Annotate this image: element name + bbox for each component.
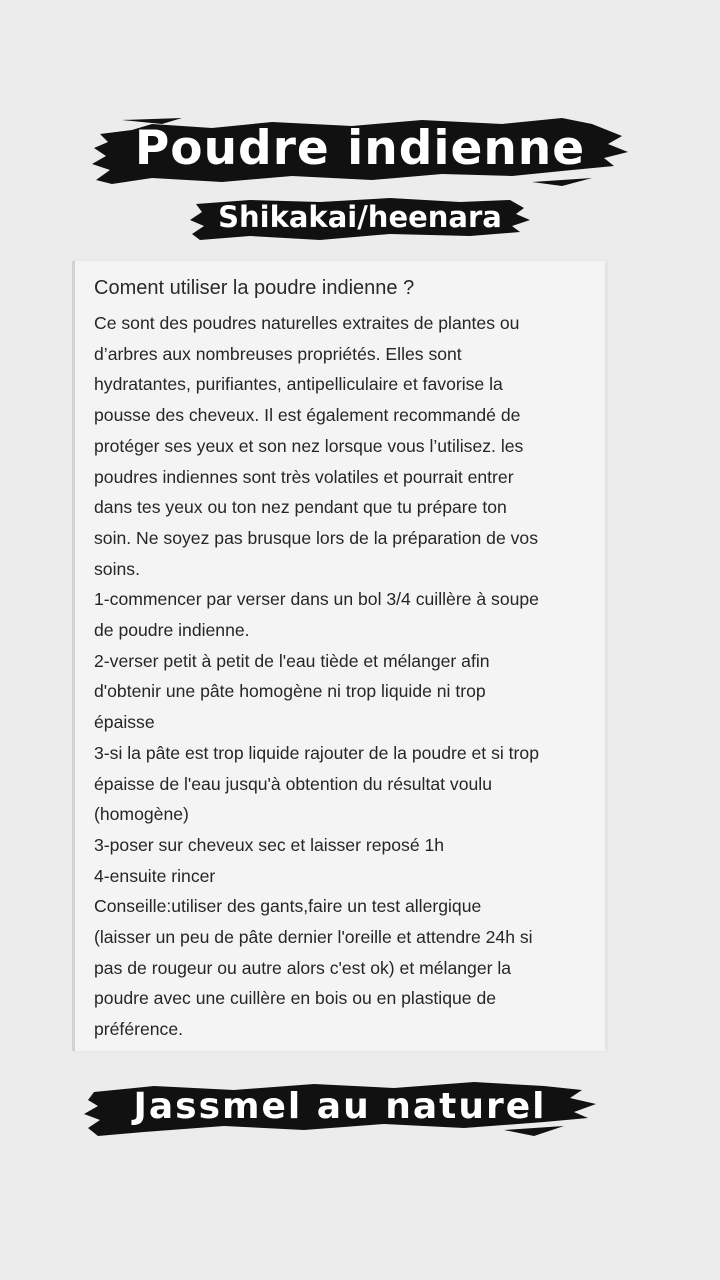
card-text-line: 3-poser sur cheveux sec et laisser reposé 1h bbox=[94, 834, 445, 855]
card-text-line: Ce sont des poudres naturelles extraites de plantes ou bbox=[94, 313, 520, 333]
title-banner bbox=[92, 112, 628, 190]
card-text-line: 1-commencer par verser dans un bol 3/4 cuillère à soupe bbox=[94, 589, 539, 610]
card-text-line: 3-si la pâte est trop liquide rajouter de la poudre et si trop bbox=[94, 742, 539, 763]
footer-text: Jassmel au naturel bbox=[133, 1085, 547, 1127]
card-text-line: d’arbres aux nombreuses propriétés. Elles sont bbox=[94, 343, 462, 364]
card-text-line: poudres indiennes sont très volatiles et pourrait entrer bbox=[94, 466, 514, 487]
card-text-line: soins. bbox=[94, 558, 140, 579]
subtitle-text: Shikakai/heenara bbox=[218, 200, 502, 234]
footer-banner bbox=[84, 1074, 596, 1142]
card-text-line: Conseille:utiliser des gants,faire un test allergique bbox=[94, 896, 482, 917]
card-text-line: 2-verser petit à petit de l'eau tiède et mélanger afin bbox=[94, 650, 490, 671]
card-text-line: poudre avec une cuillère en bois ou en plastique de bbox=[94, 988, 497, 1009]
card-heading: Coment utiliser la poudre indienne ? bbox=[94, 277, 415, 299]
instructions-card bbox=[72, 261, 605, 1051]
card-text-line: préférence. bbox=[94, 1019, 183, 1040]
card-text-line: d'obtenir une pâte homogène ni trop liquide ni trop bbox=[94, 681, 486, 702]
subtitle-banner bbox=[190, 194, 530, 244]
card-text-line: dans tes yeux ou ton nez pendant que tu prépare ton bbox=[94, 497, 507, 518]
card-text-line: de poudre indienne. bbox=[94, 620, 250, 641]
card-text-line: épaisse de l'eau jusqu'à obtention du résultat voulu bbox=[94, 773, 492, 794]
card-text-line: hydratantes, purifiantes, antipelliculaire et favorise la bbox=[94, 374, 503, 395]
card-text-line: (laisser un peu de pâte dernier l'oreille et attendre 24h si bbox=[94, 927, 533, 948]
title-text: Poudre indienne bbox=[134, 120, 586, 176]
card-text-line: 4-ensuite rincer bbox=[94, 865, 216, 886]
card-text-line: (homogène) bbox=[94, 804, 189, 825]
card-text-line: pousse des cheveux. Il est également recommandé de bbox=[94, 405, 521, 426]
card-text-line: protéger ses yeux et son nez lorsque vous l’utilisez. les bbox=[94, 435, 524, 456]
card-text-line: soin. Ne soyez pas brusque lors de la préparation de vos bbox=[94, 527, 539, 548]
card-body bbox=[94, 308, 593, 1045]
card-text-line: pas de rougeur ou autre alors c'est ok) et mélanger la bbox=[94, 957, 512, 978]
card-text-line: épaisse bbox=[94, 712, 155, 733]
